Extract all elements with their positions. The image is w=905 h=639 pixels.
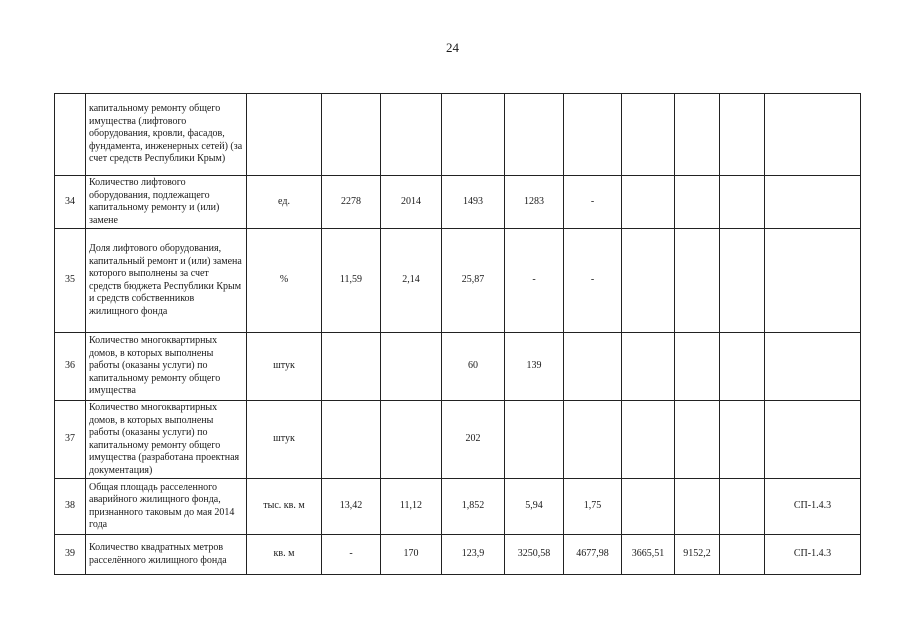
row-value: 1283 <box>505 176 564 229</box>
row-value: 202 <box>442 401 505 479</box>
row-value <box>322 401 381 479</box>
row-value: 1,852 <box>442 479 505 535</box>
row-description: капитальному ремонту общего имущества (лифтового оборудования, кровли, фасадов, фундамента, инженерных сетей) (за счет средств Республики Крым) <box>86 94 247 176</box>
row-value <box>675 401 720 479</box>
row-code <box>765 401 861 479</box>
table-row <box>55 535 861 575</box>
row-value: 2278 <box>322 176 381 229</box>
row-description: Количество квадратных метров расселённого жилищного фонда <box>86 535 247 575</box>
row-value <box>564 333 622 401</box>
table-row <box>55 401 861 479</box>
row-value: 2,14 <box>381 229 442 333</box>
row-value: - <box>505 229 564 333</box>
row-unit: штук <box>247 333 322 401</box>
row-value: 3250,58 <box>505 535 564 575</box>
row-value <box>675 176 720 229</box>
row-value: 60 <box>442 333 505 401</box>
table-row <box>55 333 861 401</box>
row-unit <box>247 94 322 176</box>
row-unit: % <box>247 229 322 333</box>
row-value <box>622 333 675 401</box>
row-value <box>622 479 675 535</box>
row-value <box>720 479 765 535</box>
row-number: 35 <box>55 229 86 333</box>
row-unit: кв. м <box>247 535 322 575</box>
row-value <box>720 176 765 229</box>
row-value <box>564 401 622 479</box>
row-value <box>505 94 564 176</box>
row-value <box>622 94 675 176</box>
table-row <box>55 94 861 176</box>
row-value <box>622 401 675 479</box>
row-value <box>675 333 720 401</box>
row-value: 25,87 <box>442 229 505 333</box>
row-value: 1,75 <box>564 479 622 535</box>
page-number: 24 <box>446 40 459 55</box>
row-value <box>564 94 622 176</box>
row-value <box>505 401 564 479</box>
row-value: 170 <box>381 535 442 575</box>
row-description: Общая площадь расселенного аварийного жилищного фонда, признанного таковым до мая 2014 года <box>86 479 247 535</box>
row-value: 11,12 <box>381 479 442 535</box>
row-value: 3665,51 <box>622 535 675 575</box>
row-code: СП-1.4.3 <box>765 535 861 575</box>
row-number <box>55 94 86 176</box>
row-value <box>322 94 381 176</box>
row-number: 39 <box>55 535 86 575</box>
row-value: 139 <box>505 333 564 401</box>
row-value: 4677,98 <box>564 535 622 575</box>
row-unit: штук <box>247 401 322 479</box>
row-value <box>381 94 442 176</box>
row-description: Количество лифтового оборудования, подлежащего капитальному ремонту и (или) замене <box>86 176 247 229</box>
row-value: 11,59 <box>322 229 381 333</box>
row-code <box>765 94 861 176</box>
row-number: 34 <box>55 176 86 229</box>
row-description: Доля лифтового оборудования, капитальный ремонт и (или) замена которого выполнены за счет средств бюджета Республики Крым и средств собственников жилищного фонда <box>86 229 247 333</box>
row-code <box>765 229 861 333</box>
row-value: - <box>564 229 622 333</box>
row-value <box>381 401 442 479</box>
row-value: 2014 <box>381 176 442 229</box>
row-value <box>442 94 505 176</box>
row-number: 36 <box>55 333 86 401</box>
row-value: 123,9 <box>442 535 505 575</box>
row-code <box>765 333 861 401</box>
row-value <box>322 333 381 401</box>
row-value: 9152,2 <box>675 535 720 575</box>
row-number: 37 <box>55 401 86 479</box>
row-value: 5,94 <box>505 479 564 535</box>
row-value <box>381 333 442 401</box>
row-value <box>675 94 720 176</box>
row-value <box>675 479 720 535</box>
row-description: Количество многоквартирных домов, в которых выполнены работы (оказаны услуги) по капитальному ремонту общего имущества (разработана проектная документация) <box>86 401 247 479</box>
row-unit: ед. <box>247 176 322 229</box>
row-value: 1493 <box>442 176 505 229</box>
table-row <box>55 479 861 535</box>
row-value <box>720 229 765 333</box>
row-value <box>720 535 765 575</box>
row-value <box>720 401 765 479</box>
row-code <box>765 176 861 229</box>
row-value: - <box>564 176 622 229</box>
row-value <box>675 229 720 333</box>
row-value <box>622 176 675 229</box>
row-description: Количество многоквартирных домов, в которых выполнены работы (оказаны услуги) по капитальному ремонту общего имущества <box>86 333 247 401</box>
row-value <box>622 229 675 333</box>
row-unit: тыс. кв. м <box>247 479 322 535</box>
indicators-table <box>54 93 861 575</box>
table-row <box>55 176 861 229</box>
row-code: СП-1.4.3 <box>765 479 861 535</box>
table-row <box>55 229 861 333</box>
row-number: 38 <box>55 479 86 535</box>
row-value: - <box>322 535 381 575</box>
row-value <box>720 333 765 401</box>
row-value: 13,42 <box>322 479 381 535</box>
row-value <box>720 94 765 176</box>
